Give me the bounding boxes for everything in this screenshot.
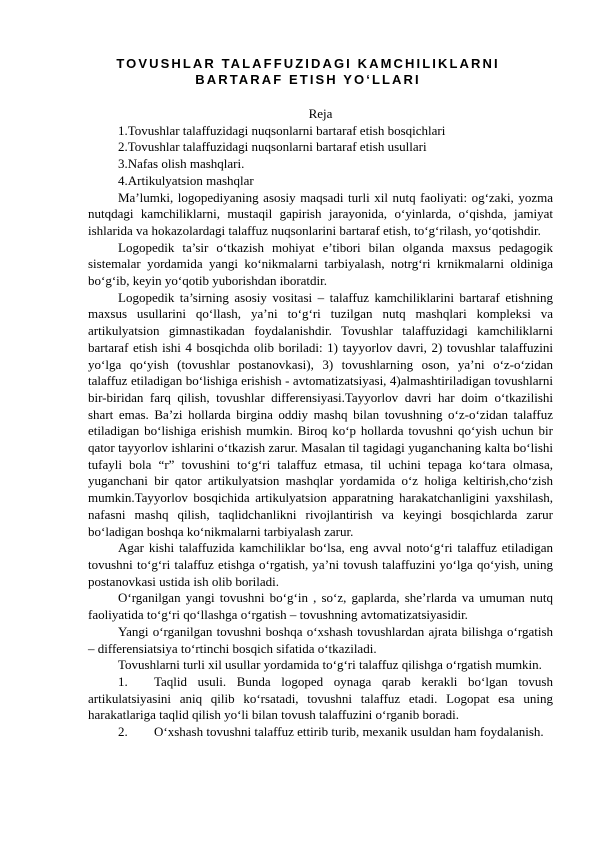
- title-line-1: TOVUSHLAR TALAFFUZIDAGI KAMCHILIKLARNI: [116, 56, 500, 71]
- numbered-item-imitation: [88, 674, 553, 724]
- paragraph-intro: Ma’lumki, logopediyaning asosiy maqsadi turli xil nutq faoliyati: og‘zaki, yozma nutqdagi kamchiliklarni, mustaqil gapirish jarayonida, o‘yinlarda, o‘qishda, jamiyat ishlarida va hokazolardagi talaffuz nuqsonlarini bartaraf etish, to‘g‘rilash, yo‘qotishdir.: [88, 189, 553, 238]
- plan-item: 2.Tovushlar talaffuzidagi nuqsonlarni bartaraf etish usullari: [118, 139, 427, 155]
- paragraph-postanovka: Agar kishi talaffuzida kamchiliklar bo‘lsa, eng avval noto‘g‘ri talaffuz etiladigan tovushni to‘g‘ri talaffuz etishga o‘rgatish, ya’ni tovush talaffuzini yo‘lga qo‘yish, uning postanovkasi ustida ish olib boriladi.: [88, 540, 553, 589]
- plan-item: 1.Tovushlar talaffuzidagi nuqsonlarni bartaraf etish bosqichlari: [118, 122, 446, 138]
- document-body: [88, 106, 553, 741]
- item-number: 1.: [118, 673, 128, 689]
- document-title: [88, 56, 528, 88]
- plan-list: [88, 123, 553, 190]
- paragraph-methods: Tovushlarni turli xil usullar yordamida to‘g‘ri talaffuz qilishga o‘rgatish mumkin.: [118, 657, 542, 673]
- item-text: O‘xshash tovushni talaffuz ettirib turib, mexanik usuldan ham foydalanish.: [154, 724, 544, 740]
- paragraph-stages: Logopedik ta’sirning asosiy vositasi – talaffuz kamchiliklarini bartaraf etishning maxsus usullarini qo‘llash, ya’ni to‘g‘ri tuzilgan nutq mashqlari kompleksi va artikulyatsion gimnastikadan foydalanishdir. Tovushlar talaffuzidagi kamchiliklarni bartaraf etish ishi 4 bosqichda olib boriladi: 1) tayyorlov davri, 2) tovushlar talaffuzini yo‘lga qo‘yish (tovushlar postanovkasi), 3) tovushlarning oson, ya’ni o‘z-o‘zidan talaffuz etiladigan bo‘lishiga erishish - avtomatizatsiyasi, 4)almashtiriladigan tovushlarni bir-biridan farq qilish, tovushlar differensiyasi.Tayyorlov davri har doim o‘tkazilishi shart emas. Ba’zi hollarda birgina oddiy mashq bilan tovushning o‘z-o‘zidan talaffuz etiladigan bo‘lishiga erishish mumkin. Biroq ko‘p hollarda tovushni qo‘yish uchun bir qator tayyorlov ishlarini o‘tkazish zarur. Masalan til tagidagi yuganchaning kalta bo‘lishi tufayli bola “r” tovushini to‘g‘ri talaffuz etmasa, til uchini tepaga ko‘tara olmasa, yuganchani bir qator artikulyatsion mashqlar yordamida o‘z holiga keltirish,cho‘zish mumkin.Tayyorlov bosqichida artikulyatsion apparatning harakatchanligini yaxshilash, nafasni mashq qilish, taqlidchanlikni rivojlantirish va keyingi bosqichlarda zarur bo‘ladigan boshqa ko‘nikmalarni tarbiyalash zarur.: [88, 289, 553, 539]
- item-text: Taqlid usuli. Bunda logoped oynaga qarab kerakli bo‘lgan tovush artikulatsiyasini aniq qilib ko‘rsatadi, tovushni talaffuz etadi. Logopat esa uning harakatlariga taqlid qilish yo‘li bilan tovush talaffuzini o‘rganib boradi.: [88, 673, 553, 723]
- plan-heading: Reja: [308, 106, 333, 121]
- paragraph-differentiation: Yangi o‘rganilgan tovushni boshqa o‘xshash tovushlardan ajrata bilishga o‘rgatish – differensiatsiya to‘rtinchi bosqich sifatida o‘tkaziladi.: [88, 623, 553, 656]
- plan-item: 3.Nafas olish mashqlari.: [118, 156, 245, 172]
- item-number: 2.: [118, 724, 128, 740]
- paragraph-logopedic-influence: Logopedik ta’sir o‘tkazish mohiyat e’tibori bilan olganda maxsus pedagogik sistemalar yordamida yangi ko‘nikmalarni tarbiyalash, notrg‘ri krnikmalarni oldiniga bo‘g‘ib, keyin yo‘qotib yuborishdan iboratdir.: [88, 239, 553, 289]
- paragraph-automatization: O‘rganilgan yangi tovushni bo‘g‘in , so‘z, gaplarda, she’rlarda va umuman nutq faoliyatida to‘g‘ri qo‘llashga o‘rgatish – tovushning avtomatizatsiyasidir.: [88, 590, 553, 623]
- title-line-2: BARTARAF ETISH YO‘LLARI: [195, 72, 421, 87]
- plan-item: 4.Artikulyatsion mashqlar: [118, 172, 254, 188]
- numbered-item-mechanical: [88, 724, 553, 741]
